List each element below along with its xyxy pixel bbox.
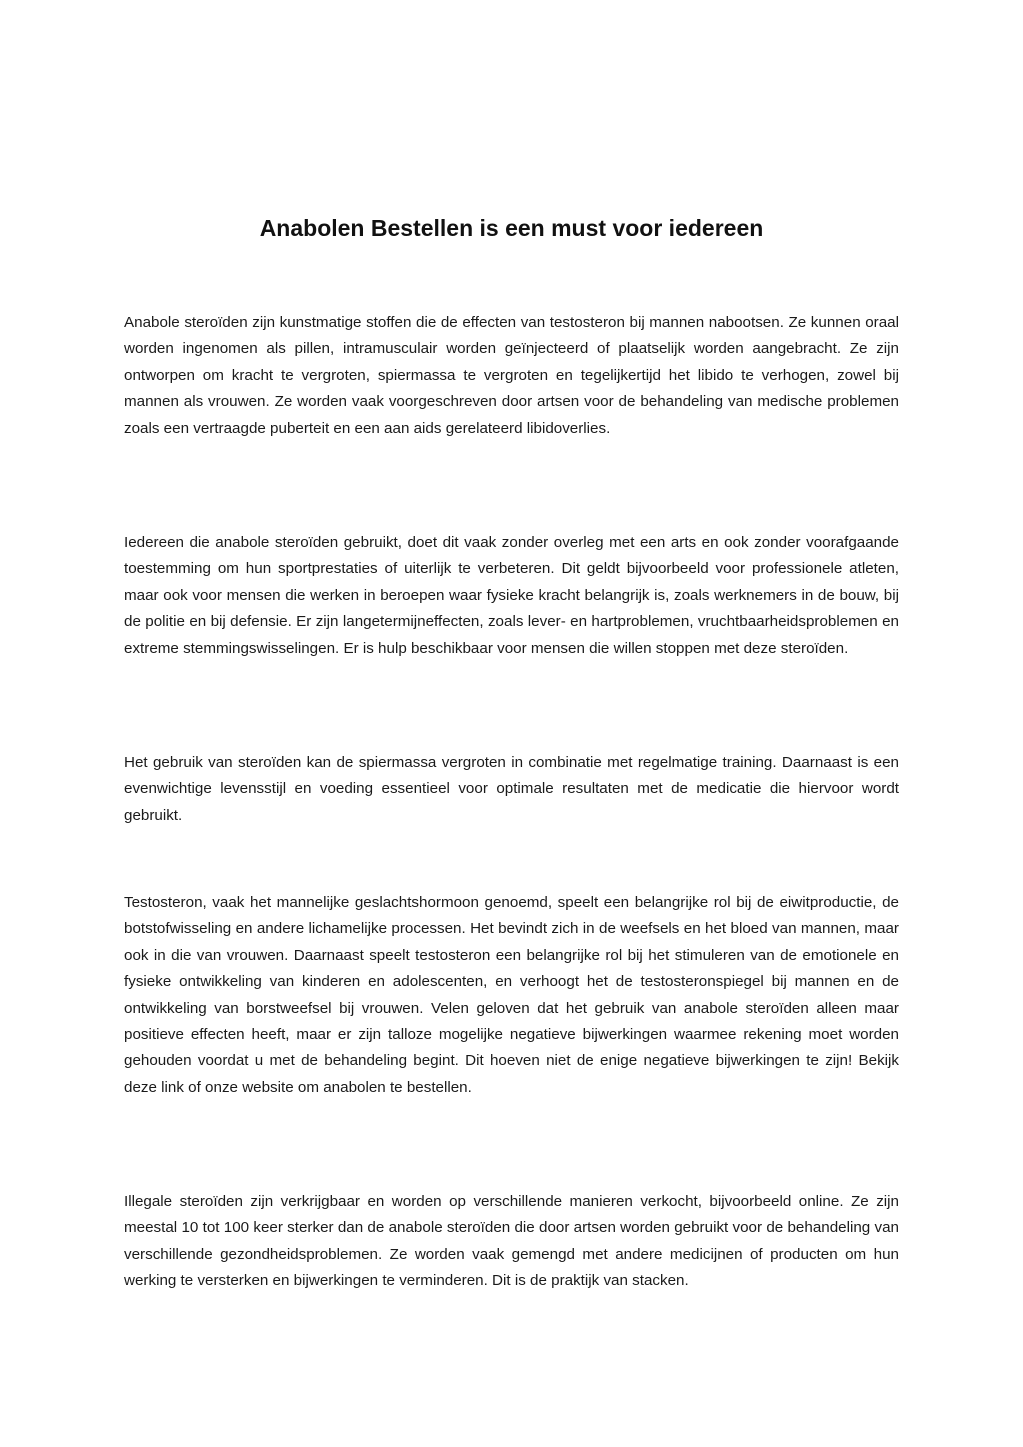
paragraph-intro-steroids: Anabole steroïden zijn kunstmatige stoffen die de effecten van testosteron bij mannen nabootsen. Ze kunnen oraal worden ingenomen als pillen, intramusculair worden geïnjecteerd of plaatselijk worden aangebracht. Ze zijn ontworpen om kracht te vergroten, spiermassa te vergroten en tegelijkertijd het libido te verhogen, zowel bij mannen als vrouwen. Ze worden vaak voorgeschreven door artsen voor de behandeling van medische problemen zoals een vertraagde puberteit en een aan aids gerelateerd libidoverlies. bbox=[124, 314, 899, 437]
paragraph-testosterone: Testosteron, vaak het mannelijke geslachtshormoon genoemd, speelt een belangrijke rol bij de eiwitproductie, de botstofwisseling en andere lichamelijke processen. Het bevindt zich in de weefsels en het bloed van mannen, maar ook in die van vrouwen. Daarnaast speelt testosteron een belangrijke rol bij het stimuleren van de emotionele en fysieke ontwikkeling van kinderen en adolescenten, en verhoogt het de testosteronspiegel bij mannen en de ontwikkeling van borstweefsel bij vrouwen. Velen geloven dat het gebruik van anabole steroïden alleen maar positieve effecten heeft, maar er zijn talloze mogelijke negatieve bijwerkingen waarmee rekening moet worden gehouden voordat u met de behandeling begint. Dit hoeven niet de enige negatieve bijwerkingen te zijn! Bekijk deze link of onze website om anabolen te bestellen. bbox=[124, 894, 899, 1096]
paragraph-muscle-training: Het gebruik van steroïden kan de spiermassa vergroten in combinatie met regelmatige training. Daarnaast is een evenwichtige levensstijl en voeding essentieel voor optimale resultaten met de medicatie die hiervoor wordt gebruikt. bbox=[124, 754, 899, 824]
document-title: Anabolen Bestellen is een must voor iedereen bbox=[259, 215, 764, 241]
paragraph-illegal-steroids: Illegale steroïden zijn verkrijgbaar en worden op verschillende manieren verkocht, bijvoorbeeld online. Ze zijn meestal 10 tot 100 keer sterker dan de anabole steroïden die door artsen worden gebruikt voor de behandeling van verschillende gezondheidsproblemen. Ze worden vaak gemengd met andere medicijnen of producten om hun werking te versterken en bijwerkingen te verminderen. Dit is de praktijk van stacken. bbox=[124, 1193, 899, 1290]
paragraph-users-risks: Iedereen die anabole steroïden gebruikt, doet dit vaak zonder overleg met een arts en ook zonder voorafgaande toestemming om hun sportprestaties of uiterlijk te verbeteren. Dit geldt bijvoorbeeld voor professionele atleten, maar ook voor mensen die werken in beroepen waar fysieke kracht belangrijk is, zoals werknemers in de bouw, bij de politie en bij defensie. Er zijn langetermijneffecten, zoals lever- en hartproblemen, vruchtbaarheidsproblemen en extreme stemmingswisselingen. Er is hulp beschikbaar voor mensen die willen stoppen met deze steroïden. bbox=[124, 534, 899, 657]
